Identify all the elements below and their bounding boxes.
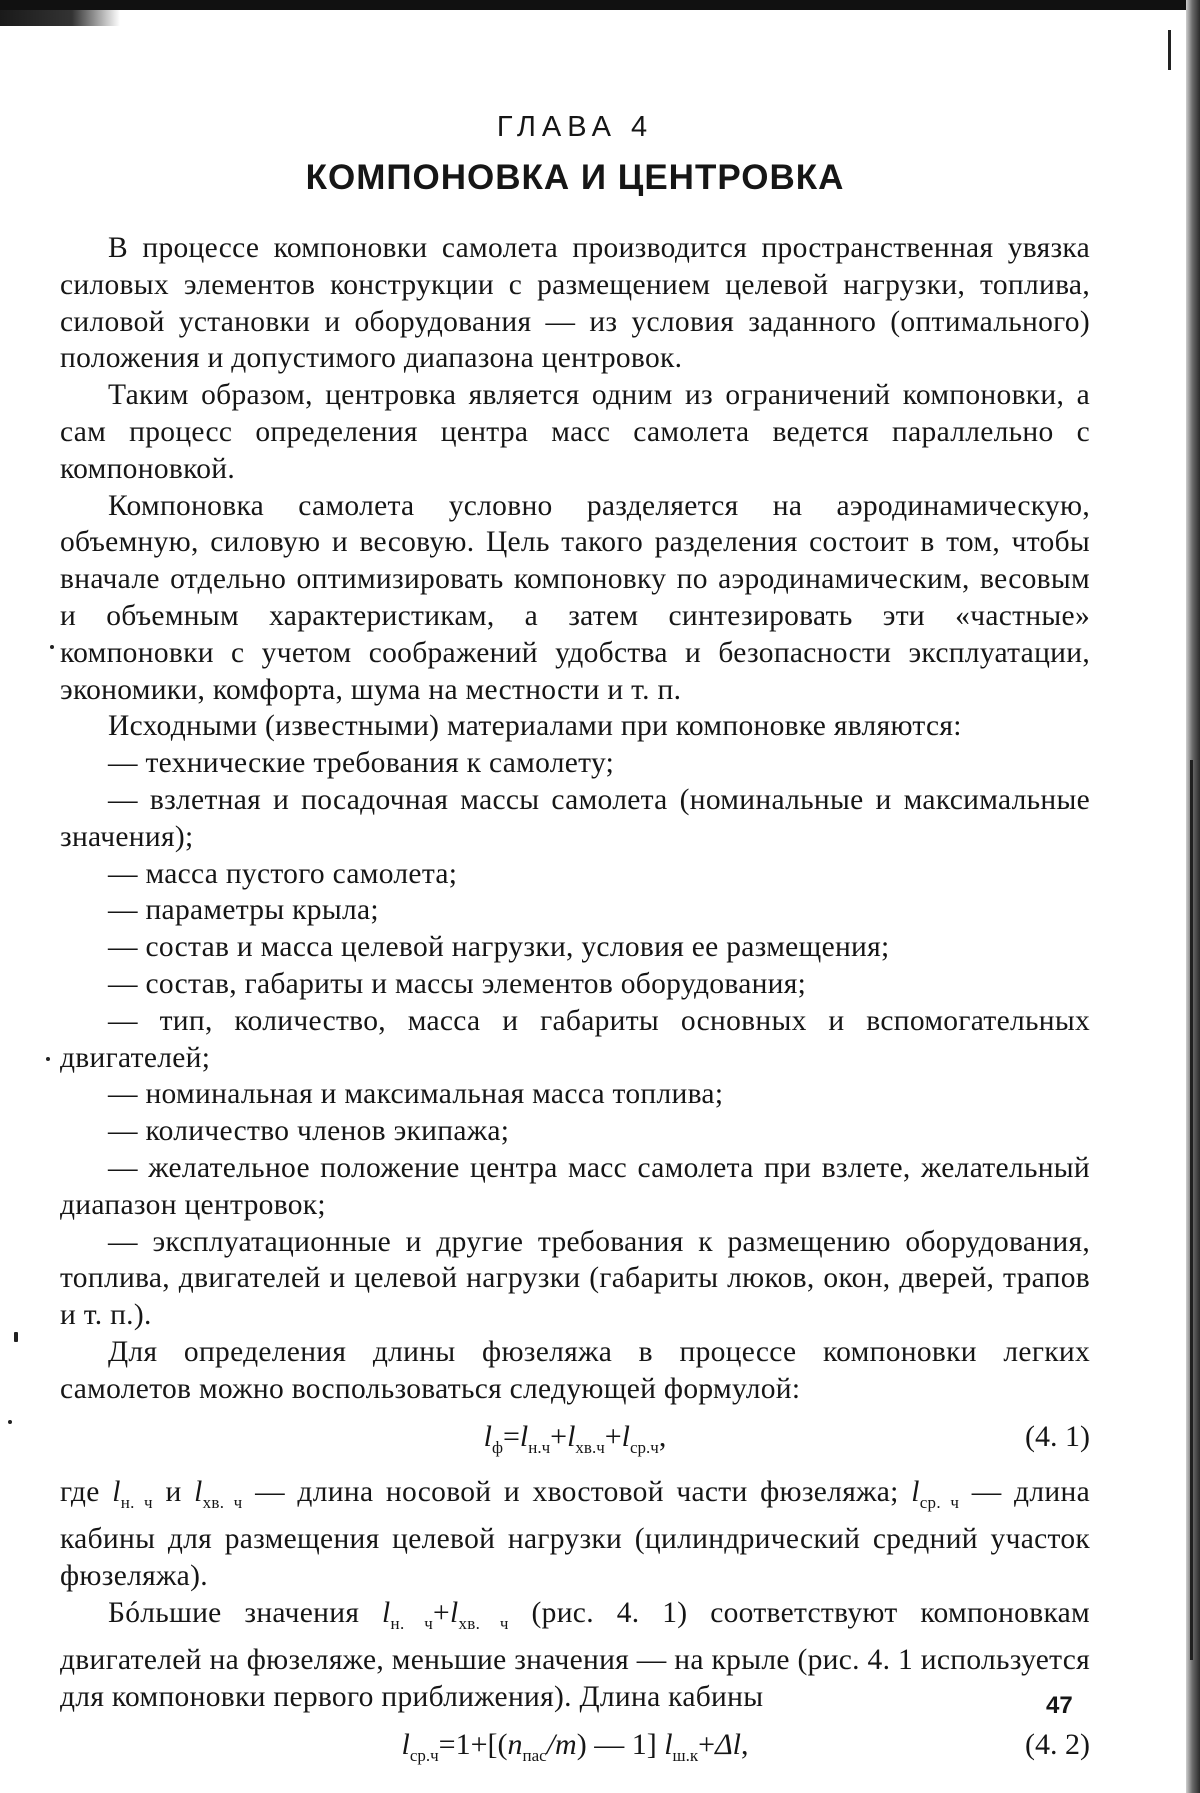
list-item: — масса пустого самолета; [108,857,458,890]
formula-4-2-number: (4. 2) [1025,1728,1090,1762]
list-item: — номинальная и максимальная масса топлива; [108,1078,724,1111]
chapter-body [60,230,1090,1778]
formula-4-1 [60,1410,1090,1470]
list-item: — желательное положение центра масс самолета при взлете, желательный диапазон центровок; [60,1151,1090,1221]
list-item: — технические требования к самолету; [108,747,615,780]
formula-intro: Для определения длины фюзеляжа в процессе компоновки легких самолетов можно воспользоваться следующей формулой: [60,1335,1090,1405]
scan-speck [46,1057,50,1061]
scan-edge-shadow [0,10,120,26]
paragraph: Компоновка самолета условно разделяется на аэродинамическую, объемную, силовую и весовую. Цель такого разделения состоит в том, чтобы вначале отдельно оптимизировать компоновку по аэродинамическим, весовым и объемным характеристикам, а затем синтезировать эти «частные» компоновки с учетом соображений удобства и безопасности эксплуатации, экономики, комфорта, шума на местности и т. п. [60,489,1090,706]
chapter-title: КОМПОНОВКА И ЦЕНТРОВКА [305,158,845,197]
scan-speck [8,1420,12,1424]
list-item: — параметры крыла; [108,894,379,927]
paragraph: Бóльшие значения $l_{н. ч}+l_{хв. ч}$ (рис. 4. 1) соответствуют компоновкам двигателей на фюзеляже, меньшие значения — на крыле (рис. 4. 1 используется для компоновки первого приближения). Длина кабины [60,1596,1090,1714]
formula-4-1-expression: $l_ф=l_{н.ч}+l_{хв.ч}+l_{ср.ч}$, [483,1419,667,1457]
paragraph: Исходными (известными) материалами при компоновке являются: [108,710,962,743]
list-item: — количество членов экипажа; [108,1115,510,1148]
formula-definitions: где $l_{н. ч}$ и $l_{хв. ч}$ — длина носовой и хвостовой части фюзеляжа; $l_{ср. ч}$ — длина кабины для размещения целевой нагрузки (цилиндрический средний участок фюзеляжа). [60,1475,1090,1592]
chapter-label: ГЛАВА 4 [496,111,654,143]
scan-speck [50,645,54,649]
formula-4-1-number: (4. 1) [1025,1419,1090,1453]
page-number: 47 [1046,1692,1073,1719]
paragraph: Таким образом, центровка является одним из ограничений компоновки, а сам процесс определения центра масс самолета ведется параллельно с компоновкой. [60,379,1090,485]
formula-4-2-expression: $l_{ср.ч}=1+[(n_{пас}/m)$ — 1] $l_{ш.к}+\Delta l$, [401,1728,749,1766]
list-item: — взлетная и посадочная массы самолета (номинальные и максимальные значения); [60,783,1090,853]
formula-4-2 [60,1718,1090,1778]
scan-fold-line [1190,760,1193,1660]
list-item: — состав и масса целевой нагрузки, условия ее размещения; [108,931,890,964]
list-item: — эксплуатационные и другие требования к размещению оборудования, топлива, двигателей и целевой нагрузки (габариты люков, окон, дверей, трапов и т. п.). [60,1225,1090,1332]
list-item: — тип, количество, масса и габариты основных и вспомогательных двигателей; [60,1004,1090,1074]
list-item: — состав, габариты и массы элементов оборудования; [108,967,807,1000]
book-page [60,110,1090,1782]
scan-edge-top [0,0,1200,10]
paragraph: В процессе компоновки самолета производится пространственная увязка силовых элементов конструкции с размещением целевой нагрузки, топлива, силовой установки и оборудования — из условия заданного (оптимального) положения и допустимого диапазона центровок. [60,232,1090,375]
scan-speck [14,1332,18,1342]
scan-edge-right [1186,0,1200,1793]
scan-mark [1168,30,1171,70]
